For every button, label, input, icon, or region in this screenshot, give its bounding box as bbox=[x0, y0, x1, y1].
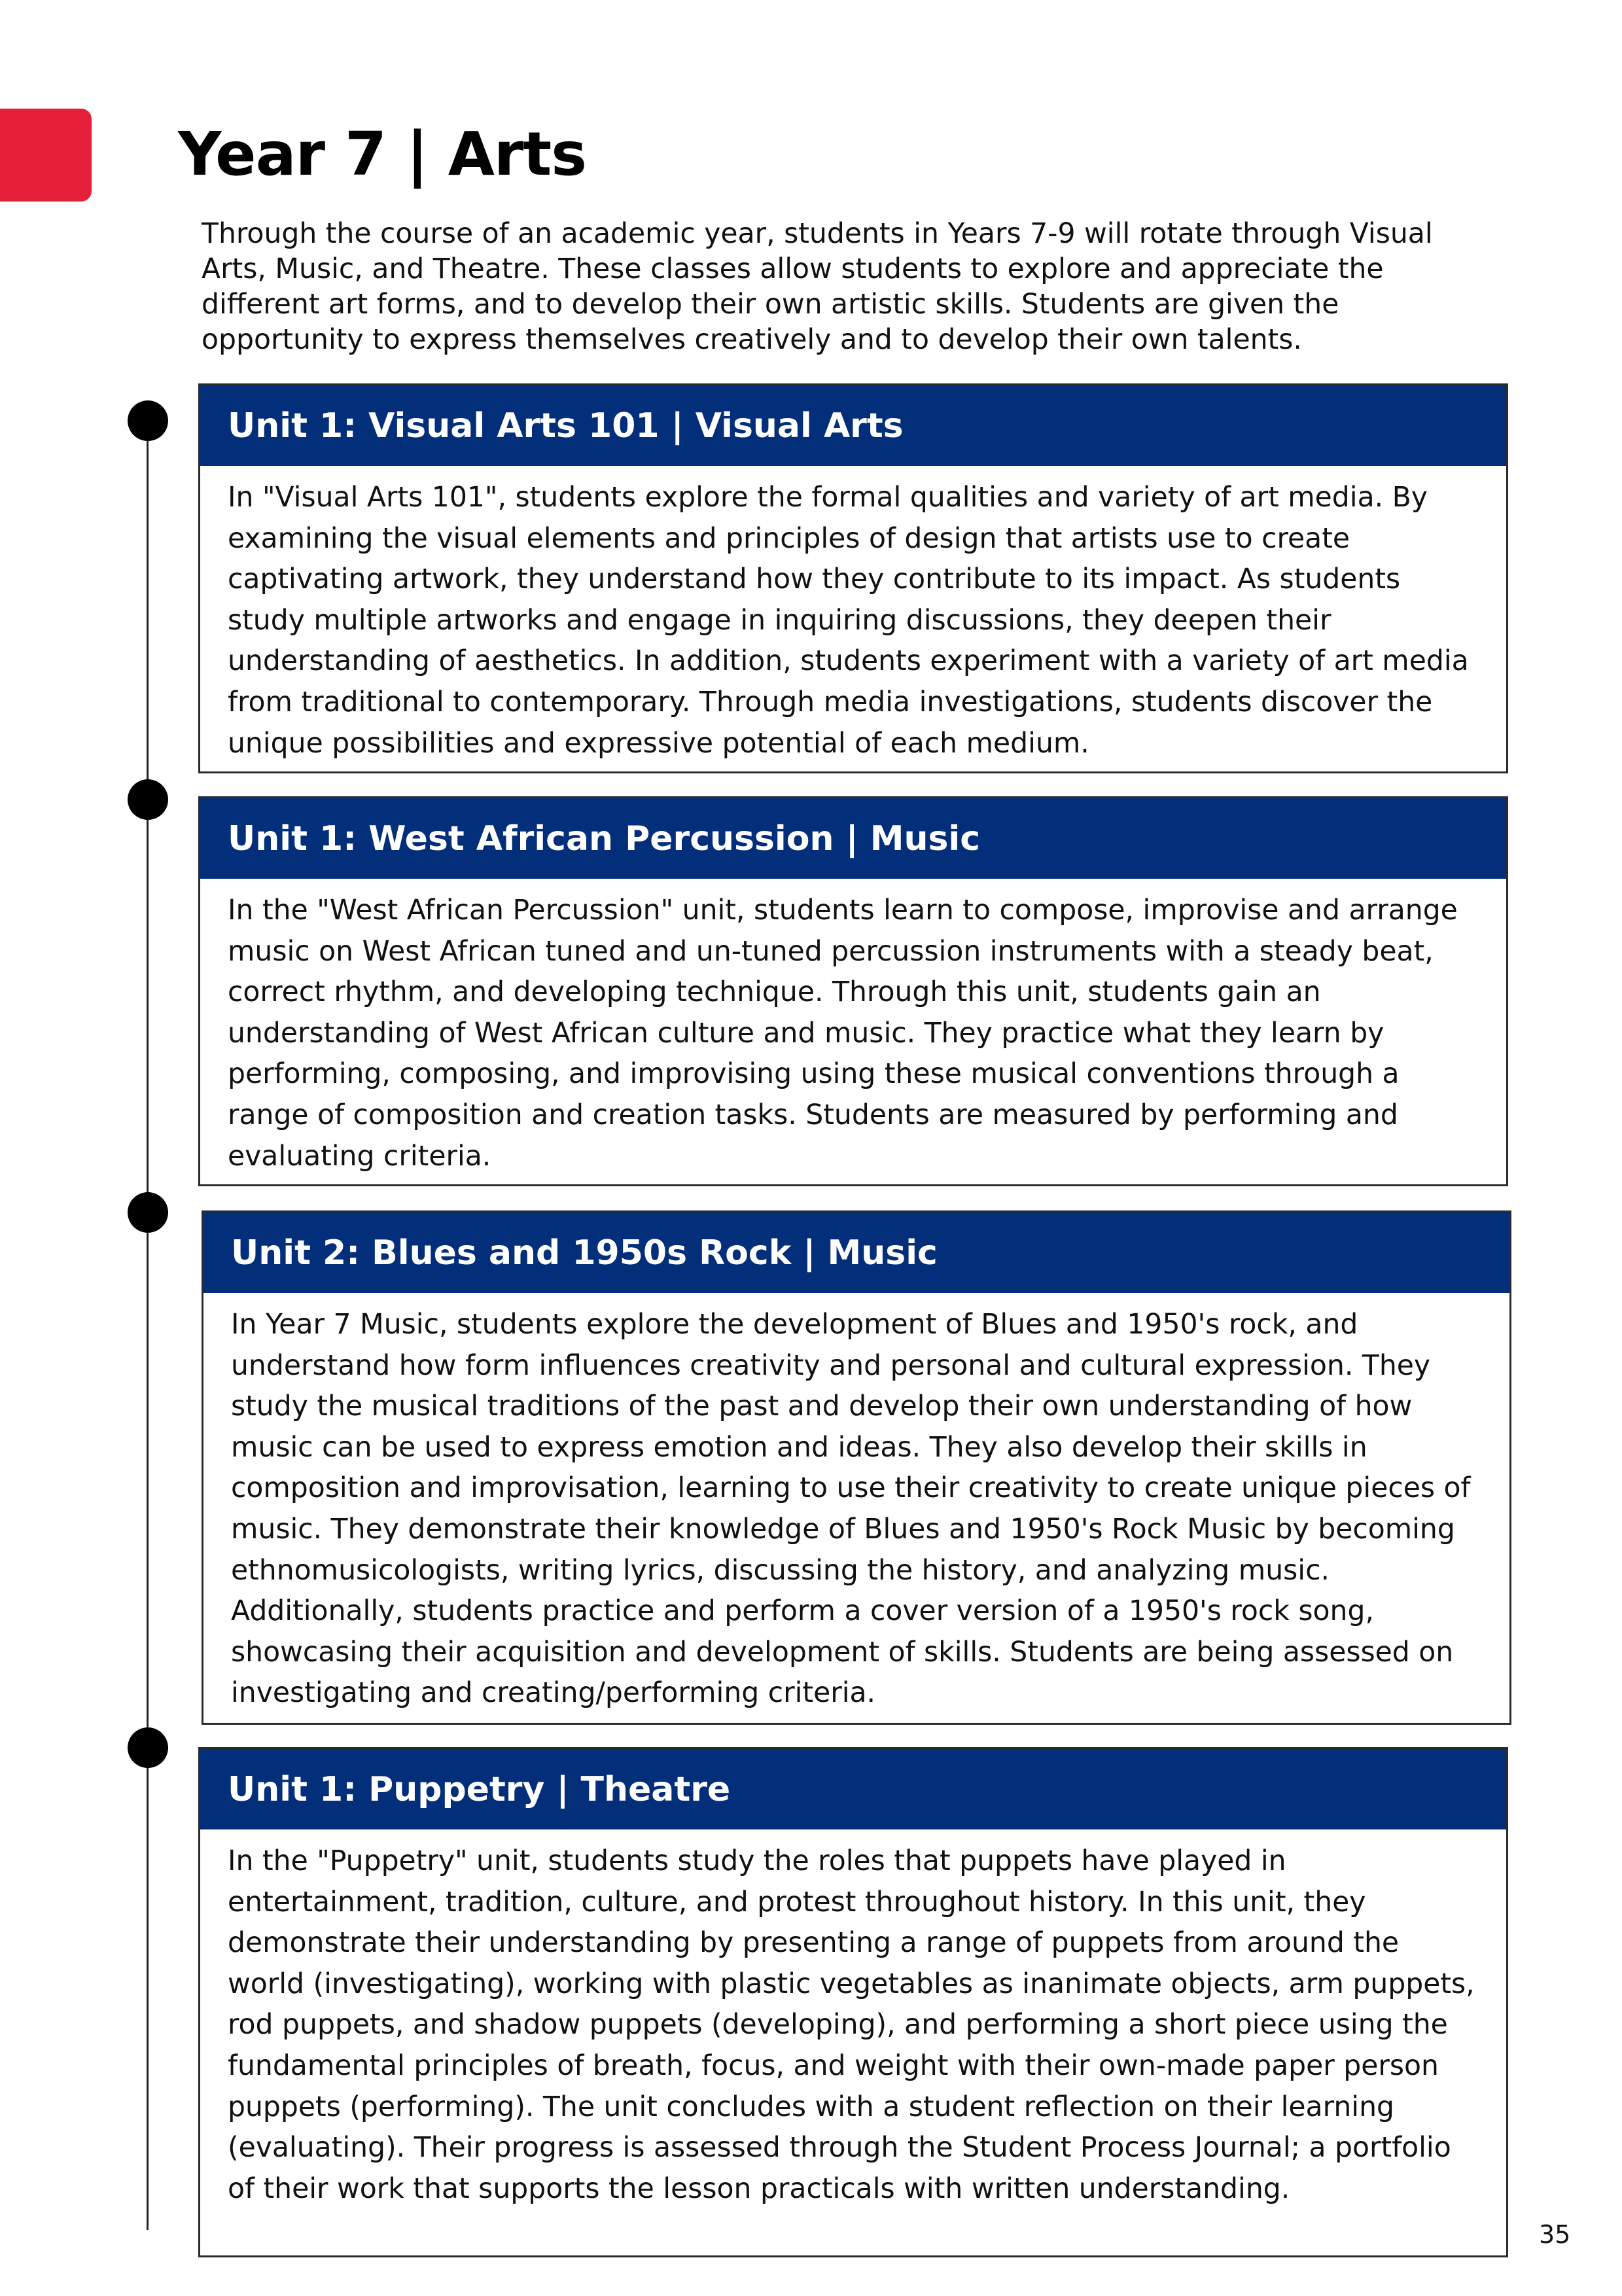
unit-title: Unit 1: West African Percussion | Music bbox=[228, 819, 981, 858]
unit-header bbox=[203, 1212, 1509, 1293]
unit-description: In the "West African Percussion" unit, students learn to compose, improvise and arrange music on West African tuned and un-tuned percussion instruments with a steady beat, correct rhythm, and developing technique. Through this unit, students gain an understanding of West African culture and music. They practice what they learn by performing, composing, and improvising using these musical conventions through a range of composition and creation tasks. Students are measured by performing and evaluating criteria. bbox=[228, 894, 1458, 1173]
unit-header bbox=[200, 385, 1506, 466]
unit-title: Unit 2: Blues and 1950s Rock | Music bbox=[231, 1233, 938, 1273]
unit-description: In the "Puppetry" unit, students study the roles that puppets have played in entertainment, tradition, culture, and protest throughout history. In this unit, they demonstrate their understanding by presenting a range of puppets from around the world (investigating), working with plastic vegetables as inanimate objects, arm puppets, rod puppets, and shadow puppets (developing), and performing a short piece using the fundamental principles of breath, focus, and weight with their own-made paper person puppets (performing). The unit concludes with a student reflection on their learning (evaluating). Their progress is assessed through the Student Process Journal; a portfolio of their work that supports the lesson practicals with written understanding. bbox=[228, 1845, 1475, 2205]
timeline-dot bbox=[128, 400, 168, 441]
timeline-dot bbox=[128, 1192, 168, 1233]
unit-card-blues-rock bbox=[202, 1210, 1511, 1725]
timeline-dot bbox=[128, 779, 168, 820]
unit-title: Unit 1: Visual Arts 101 | Visual Arts bbox=[228, 406, 904, 446]
unit-card-west-african-percussion bbox=[198, 796, 1508, 1186]
section-color-tab bbox=[0, 109, 92, 202]
intro-paragraph: Through the course of an academic year, students in Years 7-9 will rotate through Visual Arts, Music, and Theatre. These classes allow students to explore and appreciate the different art forms, and to develop their own artistic skills. Students are given the opportunity to express themselves creatively and to develop their own talents. bbox=[202, 218, 1433, 356]
unit-title: Unit 1: Puppetry | Theatre bbox=[228, 1769, 731, 1809]
unit-description: In "Visual Arts 101", students explore the formal qualities and variety of art media. By examining the visual elements and principles of design that artists use to create captivating artwork, they understand how they contribute to its impact. As students study multiple artworks and engage in inquiring discussions, they deepen their understanding of aesthetics. In addition, students experiment with a variety of art media from traditional to contemporary. Through media investigations, students discover the unique possibilities and expressive potential of each medium. bbox=[228, 482, 1469, 760]
timeline-dot bbox=[128, 1727, 168, 1768]
page-number: 35 bbox=[1539, 2220, 1571, 2249]
unit-description: In Year 7 Music, students explore the development of Blues and 1950's rock, and understand how form influences creativity and personal and cultural expression. They study the musical traditions of the past and develop their own understanding of how music can be used to express emotion and ideas. They also develop their skills in composition and improvisation, learning to use their creativity to create unique pieces of music. They demonstrate their knowledge of Blues and 1950's Rock Music by becoming ethnomusicologists, writing lyrics, discussing the history, and analyzing music. Additionally, students practice and perform a cover version of a 1950's rock song, showcasing their acquisition and development of skills. Students are being assessed on investigating and creating/performing criteria. bbox=[231, 1309, 1471, 1710]
unit-header bbox=[200, 798, 1506, 879]
unit-header bbox=[200, 1749, 1506, 1829]
unit-card-puppetry bbox=[198, 1747, 1508, 2257]
timeline-line bbox=[147, 420, 149, 2230]
page-title: Year 7 | Arts bbox=[178, 119, 587, 189]
unit-card-visual-arts bbox=[198, 383, 1508, 773]
